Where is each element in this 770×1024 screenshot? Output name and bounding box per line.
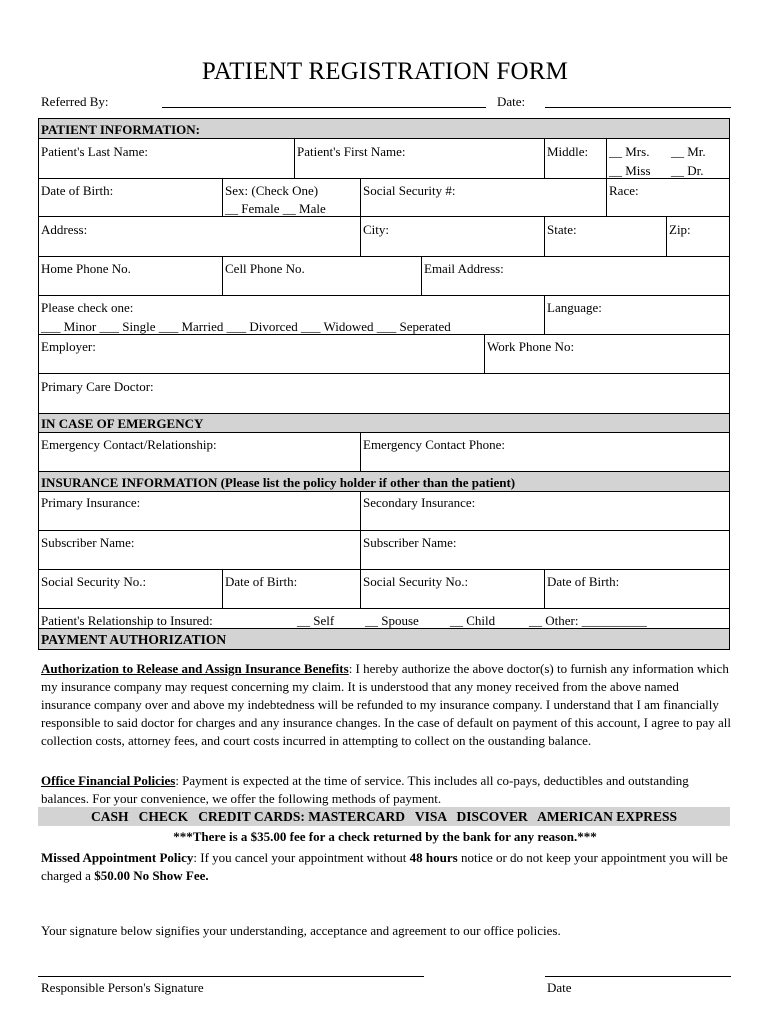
address-field[interactable]: Address:: [41, 222, 88, 237]
relationship-label: Patient's Relationship to Insured:: [41, 613, 213, 628]
relationship-self-checkbox[interactable]: __ Self: [297, 613, 335, 628]
missed-fee: $50.00 No Show Fee.: [94, 868, 209, 883]
relationship-other-field[interactable]: __ Other: __________: [529, 613, 647, 628]
signature-label: Responsible Person's Signature: [41, 980, 204, 995]
financial-text: : Payment is expected at the time of service. This includes all co-pays, deductibles and outstanding balances. For your convenience, we offer the following methods of payment.: [41, 773, 689, 806]
primary-insurance-field[interactable]: Primary Insurance:: [41, 495, 141, 510]
date-field[interactable]: [545, 107, 731, 108]
home-phone-field[interactable]: Home Phone No.: [41, 261, 131, 276]
title-mrs-checkbox[interactable]: __ Mrs.: [609, 144, 650, 159]
financial-policy-paragraph: [41, 772, 731, 808]
email-field[interactable]: Email Address:: [424, 261, 504, 276]
title-miss-checkbox[interactable]: __ Miss: [609, 163, 651, 178]
title-mr-checkbox[interactable]: __ Mr.: [671, 144, 706, 159]
zip-field[interactable]: Zip:: [669, 222, 691, 237]
missed-heading: Missed Appointment Policy: [41, 850, 194, 865]
date-of-birth-field[interactable]: Date of Birth:: [41, 183, 114, 198]
page-title: PATIENT REGISTRATION FORM: [201, 58, 569, 85]
ssn-field[interactable]: Social Security #:: [363, 183, 456, 198]
signature-statement: Your signature below signifies your understanding, acceptance and agreement to our office policies.: [41, 923, 561, 938]
primary-subscriber-field[interactable]: Subscriber Name:: [41, 535, 135, 550]
secondary-ssn-field[interactable]: Social Security No.:: [363, 574, 469, 589]
signature-date-label: Date: [547, 980, 572, 995]
check-fee-notice: ***There is a $35.00 fee for a check returned by the bank for any reason.***: [173, 829, 597, 844]
employer-field[interactable]: Employer:: [41, 339, 96, 354]
emergency-header: IN CASE OF EMERGENCY: [41, 416, 204, 431]
sex-options[interactable]: __ Female __ Male: [225, 201, 326, 216]
race-field[interactable]: Race:: [609, 183, 639, 198]
relationship-child-checkbox[interactable]: __ Child: [450, 613, 496, 628]
primary-ssn-field[interactable]: Social Security No.:: [41, 574, 147, 589]
authorization-text: : I hereby authorize the above doctor(s) to furnish any information which my insurance company may request concerning my claim. It is understood that any money received from the above named insurance company over and above my indebtedness will be refunded to my insurance company. I understand that I am financially responsible to said doctor for charges and any insurance changes. In the case of default on payment of this account, I agree to pay all collection costs, attorney fees, and court costs incurred in attempting to collect on the oustanding balance.: [41, 661, 731, 748]
payment-methods: CASH CHECK CREDIT CARDS: MASTERCARD VISA DISCOVER AMERICAN EXPRESS: [90, 808, 678, 824]
patient-info-header: PATIENT INFORMATION:: [41, 122, 201, 137]
primary-dob-field[interactable]: Date of Birth:: [225, 574, 298, 589]
referred-by-label: Referred By:: [41, 94, 109, 109]
payment-header: PAYMENT AUTHORIZATION: [41, 632, 227, 647]
emergency-contact-field[interactable]: Emergency Contact/Relationship:: [41, 437, 217, 452]
title-dr-checkbox[interactable]: __ Dr.: [671, 163, 704, 178]
cell-phone-field[interactable]: Cell Phone No.: [225, 261, 305, 276]
missed-text-2: notice or do not keep your appointment you will be charged a: [41, 850, 728, 883]
city-field[interactable]: City:: [363, 222, 390, 237]
authorization-paragraph: [41, 660, 731, 750]
marital-status-label: Please check one:: [41, 300, 134, 315]
payment-methods-bar: [38, 807, 730, 826]
marital-status-options[interactable]: ___ Minor ___ Single ___ Married ___ Divorced ___ Widowed ___ Seperated: [41, 319, 451, 334]
insurance-header: INSURANCE INFORMATION (Please list the policy holder if other than the patient): [41, 475, 516, 490]
secondary-subscriber-field[interactable]: Subscriber Name:: [363, 535, 457, 550]
state-field[interactable]: State:: [547, 222, 577, 237]
secondary-insurance-field[interactable]: Secondary Insurance:: [363, 495, 476, 510]
authorization-heading: Authorization to Release and Assign Insurance Benefits: [41, 661, 349, 676]
signature-field[interactable]: [38, 976, 424, 977]
missed-appointment-paragraph: [41, 849, 731, 885]
primary-care-doctor-field[interactable]: Primary Care Doctor:: [41, 379, 154, 394]
last-name-field[interactable]: Patient's Last Name:: [41, 144, 149, 159]
work-phone-field[interactable]: Work Phone No:: [487, 339, 575, 354]
signature-date-field[interactable]: [545, 976, 731, 977]
referred-by-field[interactable]: [162, 107, 486, 108]
language-field[interactable]: Language:: [547, 300, 602, 315]
financial-heading: Office Financial Policies: [41, 773, 176, 788]
sex-label: Sex: (Check One): [225, 183, 319, 198]
secondary-dob-field[interactable]: Date of Birth:: [547, 574, 620, 589]
first-name-field[interactable]: Patient's First Name:: [297, 144, 406, 159]
missed-hours: 48 hours: [409, 850, 458, 865]
date-label: Date:: [497, 94, 526, 109]
middle-name-field[interactable]: Middle:: [547, 144, 589, 159]
missed-text-1: : If you cancel your appointment without: [193, 850, 410, 865]
relationship-spouse-checkbox[interactable]: __ Spouse: [365, 613, 419, 628]
emergency-phone-field[interactable]: Emergency Contact Phone:: [363, 437, 506, 452]
